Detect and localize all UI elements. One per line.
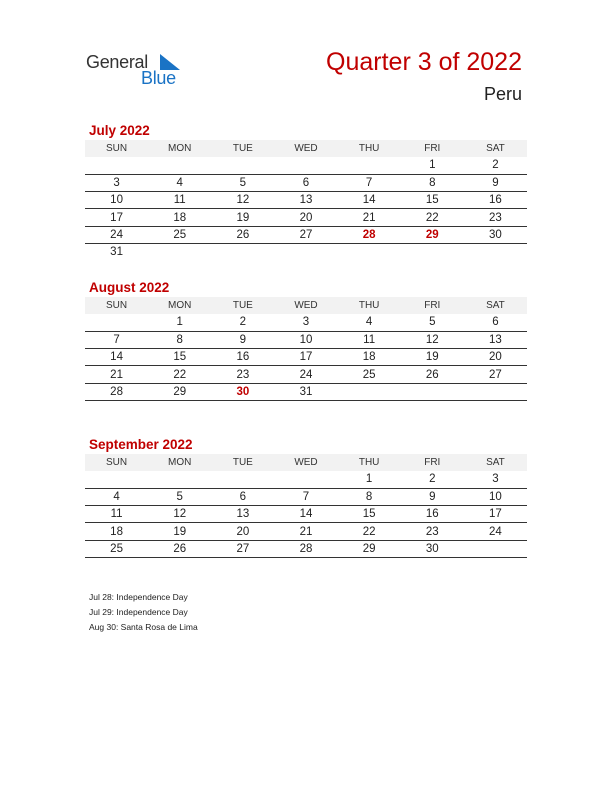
day-cell: 15 [148, 349, 211, 366]
weekday-label: SAT [464, 140, 527, 157]
day-cell: 29 [401, 226, 464, 243]
day-cell [464, 400, 527, 417]
month-september [85, 436, 527, 575]
weekday-header-row [85, 454, 527, 471]
month-title: August 2022 [89, 280, 170, 295]
day-cell: 4 [148, 174, 211, 191]
day-cell: 26 [148, 540, 211, 557]
day-cell [274, 243, 337, 260]
day-cell: 17 [274, 349, 337, 366]
day-cell: 8 [338, 488, 401, 505]
day-cell: 11 [148, 192, 211, 209]
day-cell: 6 [211, 488, 274, 505]
day-cell [85, 471, 148, 488]
week-row [85, 192, 527, 209]
day-cell: 3 [85, 174, 148, 191]
day-cell [85, 557, 148, 574]
day-cell: 5 [148, 488, 211, 505]
day-cell: 24 [274, 366, 337, 383]
week-row [85, 243, 527, 260]
weekday-label: MON [148, 454, 211, 471]
calendar-table [85, 297, 527, 418]
day-cell: 24 [85, 226, 148, 243]
day-cell [464, 243, 527, 260]
day-cell: 10 [274, 331, 337, 348]
day-cell [464, 540, 527, 557]
day-cell: 25 [148, 226, 211, 243]
day-cell: 22 [338, 523, 401, 540]
month-august [85, 279, 527, 418]
day-cell: 29 [338, 540, 401, 557]
weekday-label: WED [274, 454, 337, 471]
day-cell [401, 243, 464, 260]
calendar-table [85, 140, 527, 261]
weekday-label: SAT [464, 454, 527, 471]
day-cell [211, 557, 274, 574]
day-cell: 2 [211, 314, 274, 331]
day-cell [464, 557, 527, 574]
day-cell: 21 [85, 366, 148, 383]
day-cell: 25 [85, 540, 148, 557]
day-cell: 31 [110, 246, 123, 259]
weekday-label: MON [148, 140, 211, 157]
day-cell: 25 [338, 366, 401, 383]
day-cell [211, 157, 274, 174]
day-cell [338, 157, 401, 174]
weekday-label: WED [274, 140, 337, 157]
day-cell: 2 [464, 157, 527, 174]
day-cell: 23 [401, 523, 464, 540]
day-cell: 23 [464, 209, 527, 226]
day-cell: 21 [338, 209, 401, 226]
day-cell [85, 157, 148, 174]
day-cell: 15 [401, 192, 464, 209]
day-cell: 20 [274, 209, 337, 226]
weekday-label: THU [338, 297, 401, 314]
week-row [85, 226, 527, 243]
day-cell: 6 [274, 174, 337, 191]
week-row [85, 331, 527, 348]
day-cell: 15 [338, 506, 401, 523]
day-cell: 12 [401, 331, 464, 348]
day-cell: 8 [148, 331, 211, 348]
holiday-note: Aug 30: Santa Rosa de Lima [89, 622, 198, 632]
day-cell: 5 [211, 174, 274, 191]
day-cell: 27 [274, 226, 337, 243]
week-row [85, 383, 527, 400]
day-cell: 9 [211, 331, 274, 348]
week-row [85, 209, 527, 226]
weekday-label: TUE [211, 454, 274, 471]
day-cell: 12 [211, 192, 274, 209]
day-cell [274, 471, 337, 488]
day-cell: 24 [464, 523, 527, 540]
week-row [85, 471, 527, 488]
day-cell: 16 [211, 349, 274, 366]
day-cell [338, 243, 401, 260]
day-cell: 9 [464, 174, 527, 191]
day-cell: 27 [211, 540, 274, 557]
day-cell: 19 [211, 209, 274, 226]
weekday-label: FRI [401, 454, 464, 471]
day-cell: 2 [401, 471, 464, 488]
day-cell [338, 557, 401, 574]
day-cell: 10 [464, 488, 527, 505]
day-cell: 13 [211, 506, 274, 523]
day-cell: 12 [148, 506, 211, 523]
page-title: Quarter 3 of 2022 [326, 48, 522, 76]
weekday-label: THU [338, 454, 401, 471]
week-row [85, 349, 527, 366]
day-cell: 21 [274, 523, 337, 540]
week-row [85, 506, 527, 523]
month-title: September 2022 [89, 437, 193, 452]
day-cell [274, 557, 337, 574]
week-row [85, 366, 527, 383]
day-cell: 6 [464, 314, 527, 331]
logo-general-text: General [86, 52, 148, 72]
day-cell: 18 [85, 523, 148, 540]
calendar-table [85, 454, 527, 575]
day-cell: 27 [464, 366, 527, 383]
day-cell [211, 471, 274, 488]
day-cell: 7 [274, 488, 337, 505]
day-cell [401, 383, 464, 400]
day-cell: 23 [211, 366, 274, 383]
weekday-label: TUE [211, 140, 274, 157]
day-cell: 28 [338, 226, 401, 243]
day-cell: 8 [401, 174, 464, 191]
day-cell: 22 [401, 209, 464, 226]
day-cell: 30 [211, 383, 274, 400]
day-cell: 16 [464, 192, 527, 209]
weekday-label: SAT [464, 297, 527, 314]
day-cell: 5 [401, 314, 464, 331]
day-cell: 4 [85, 488, 148, 505]
week-row [85, 174, 527, 191]
day-cell [274, 400, 337, 417]
day-cell [148, 400, 211, 417]
day-cell: 3 [274, 314, 337, 331]
day-cell: 1 [148, 314, 211, 331]
day-cell [211, 400, 274, 417]
day-cell: 13 [274, 192, 337, 209]
day-cell [464, 383, 527, 400]
day-cell: 26 [211, 226, 274, 243]
day-cell: 14 [274, 506, 337, 523]
day-cell [148, 471, 211, 488]
day-cell: 17 [85, 209, 148, 226]
day-cell: 20 [464, 349, 527, 366]
weekday-label: FRI [401, 140, 464, 157]
weekday-label: WED [274, 297, 337, 314]
day-cell: 19 [148, 523, 211, 540]
day-cell: 26 [401, 366, 464, 383]
day-cell: 19 [401, 349, 464, 366]
day-cell [85, 400, 148, 417]
day-cell: 28 [274, 540, 337, 557]
day-cell: 1 [338, 471, 401, 488]
week-row [85, 523, 527, 540]
week-row [85, 540, 527, 557]
day-cell: 14 [85, 349, 148, 366]
day-cell [338, 383, 401, 400]
day-cell: 17 [464, 506, 527, 523]
month-july [85, 122, 527, 261]
day-cell [148, 557, 211, 574]
week-row [85, 557, 527, 574]
day-cell [401, 557, 464, 574]
day-cell: 7 [338, 174, 401, 191]
day-cell [148, 243, 211, 260]
day-cell: 11 [338, 331, 401, 348]
day-cell: 18 [338, 349, 401, 366]
day-cell: 1 [401, 157, 464, 174]
weekday-label: TUE [211, 297, 274, 314]
day-cell [274, 157, 337, 174]
day-cell: 28 [85, 383, 148, 400]
day-cell: 16 [401, 506, 464, 523]
weekday-label: SUN [85, 297, 148, 314]
holiday-notes [89, 590, 198, 635]
holiday-note: Jul 28: Independence Day [89, 592, 188, 602]
country-name: Peru [483, 84, 522, 104]
day-cell: 3 [464, 471, 527, 488]
month-title: July 2022 [89, 123, 150, 138]
logo-blue-text: Blue [141, 68, 176, 88]
day-cell: 9 [401, 488, 464, 505]
day-cell [148, 157, 211, 174]
week-row [85, 157, 527, 174]
day-cell [401, 400, 464, 417]
day-cell: 31 [274, 383, 337, 400]
day-cell [338, 400, 401, 417]
day-cell [85, 314, 148, 331]
week-row [85, 400, 527, 417]
day-cell: 30 [401, 540, 464, 557]
week-row [85, 488, 527, 505]
day-cell: 4 [338, 314, 401, 331]
holiday-note: Jul 29: Independence Day [89, 607, 188, 617]
day-cell: 20 [211, 523, 274, 540]
day-cell: 11 [85, 506, 148, 523]
day-cell [211, 243, 274, 260]
day-cell: 18 [148, 209, 211, 226]
day-cell: 7 [85, 331, 148, 348]
weekday-label: FRI [401, 297, 464, 314]
day-cell: 29 [148, 383, 211, 400]
day-cell: 10 [85, 192, 148, 209]
day-cell: 22 [148, 366, 211, 383]
weekday-header-row [85, 140, 527, 157]
weekday-label: THU [338, 140, 401, 157]
weekday-label: SUN [85, 454, 148, 471]
week-row [85, 314, 527, 331]
weekday-label: SUN [85, 140, 148, 157]
weekday-header-row [85, 297, 527, 314]
generalblue-logo [86, 52, 196, 92]
day-cell: 13 [464, 331, 527, 348]
day-cell: 30 [464, 226, 527, 243]
weekday-label: MON [148, 297, 211, 314]
day-cell: 14 [338, 192, 401, 209]
